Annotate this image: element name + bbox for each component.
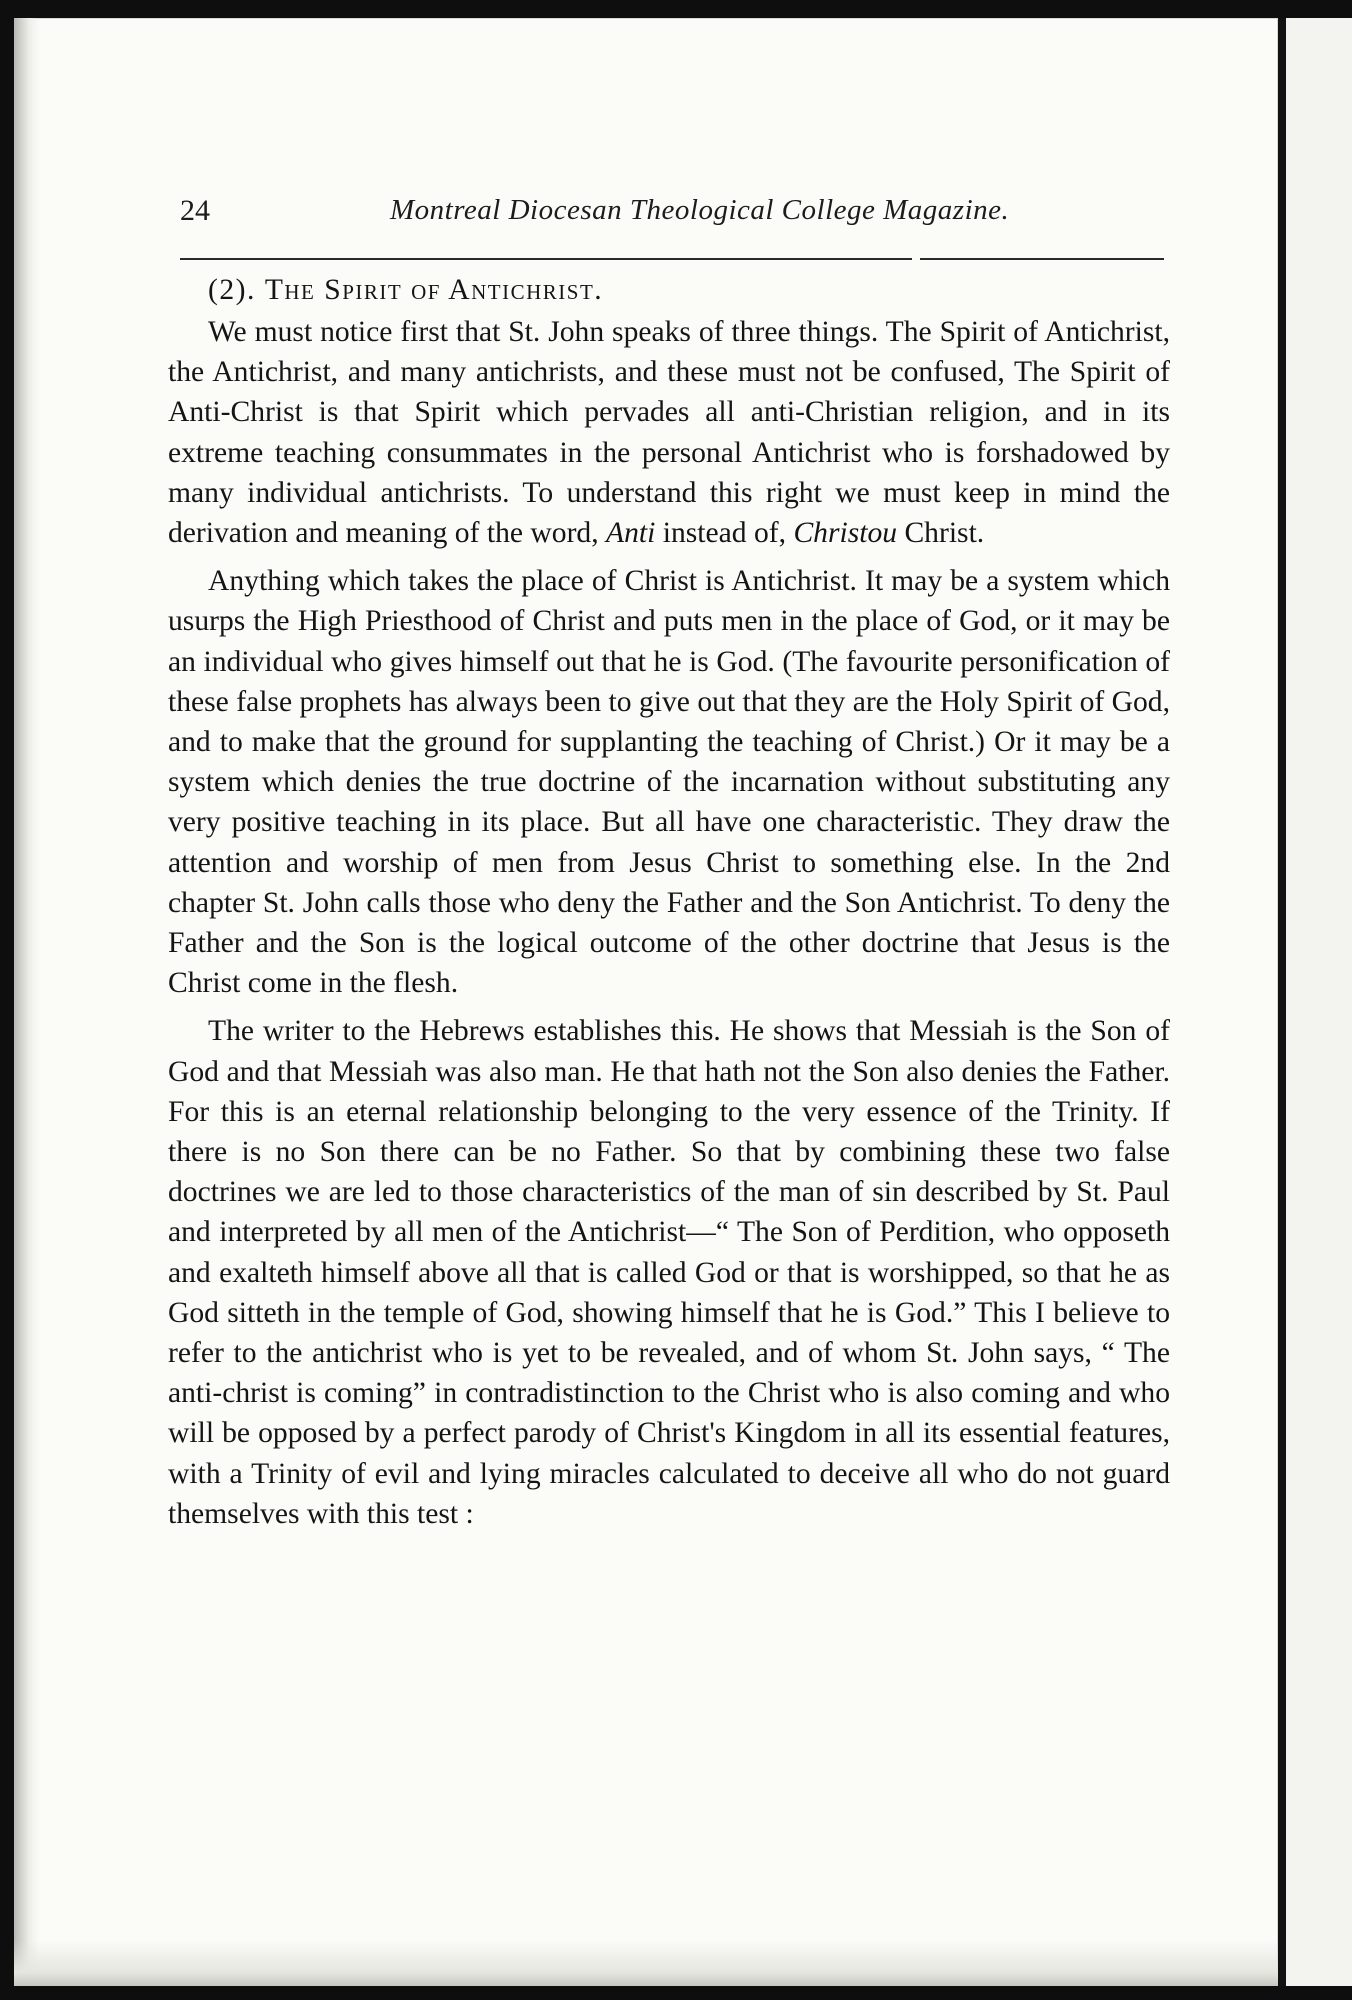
facing-page-edge: [1286, 18, 1352, 1986]
body-text: [168, 270, 1170, 1542]
paragraph-1-middle: instead of,: [655, 517, 794, 550]
paragraph-1-before: We must notice first that St. John speaks of three things. The Spirit of Antichrist, the Antichrist, and many antichrists, and these must not be confused, The Spirit of Anti-Christ is that Spirit which pervades all anti-Christian religion, and in its extreme teaching consummates in the personal Antichrist who is forshadowed by many individual antichrists. To understand this right we must keep in mind the derivation and meaning of the word,: [168, 316, 1170, 550]
header-rule-right: [920, 258, 1164, 260]
paragraph-1-after: Christ.: [897, 517, 985, 550]
paragraph-2: Anything which takes the place of Christ is Antichrist. It may be a system which usurps the High Priesthood of Christ and puts men in the place of God, or it may be an individual who gives himself out that he is God. (The favourite personification of these false prophets has always been to give out that they are the Holy Spirit of God, and to make that the ground for supplanting the teaching of Christ.) Or it may be a system which denies the true doctrine of the incarnation without substituting any very positive teaching in its place. But all have one characteristic. They draw the attention and worship of men from Jesus Christ to something else. In the 2nd chapter St. John calls those who deny the Father and the Son Antichrist. To deny the Father and the Son is the logical outcome of the other doctrine that Jesus is the Christ come in the flesh.: [168, 565, 1170, 1000]
page-number: 24: [180, 194, 210, 227]
section-heading: [208, 270, 1170, 310]
paragraph-1-emphasis-anti: Anti: [606, 517, 656, 550]
page-header: [180, 190, 1160, 240]
page-bottom-edge-shading: [14, 1940, 1278, 1986]
page-left-edge-shading: [14, 18, 40, 1986]
running-head: Montreal Diocesan Theological College Magazine.: [390, 194, 1010, 226]
section-number: (2).: [208, 274, 256, 306]
gutter-shadow: [1278, 18, 1286, 1986]
section-title: The Spirit of Antichrist.: [264, 274, 604, 306]
paragraph-1-emphasis-christou: Christou: [793, 517, 898, 550]
paragraph-3: The writer to the Hebrews establishes this. He shows that Messiah is the Son of God and that Messiah was also man. He that hath not the Son also denies the Father. For this is an eternal relationship belonging to the very essence of the Trinity. If there is no Son there can be no Father. So that by combining these two false doctrines we are led to those characteristics of the man of sin described by St. Paul and interpreted by all men of the Antichrist—“ The Son of Perdition, who opposeth and exalteth himself above all that is called God or that is worshipped, so that he as God sitteth in the temple of God, showing himself that he is God.” This I believe to refer to the antichrist who is yet to be revealed, and of whom St. John says, “ The anti-christ is coming” in contradistinction to the Christ who is also coming and who will be opposed by a perfect parody of Christ's Kingdom in all its essential features, with a Trinity of evil and lying miracles calculated to deceive all who do not guard themselves with this test :: [168, 1015, 1170, 1530]
header-rule-left: [180, 258, 912, 260]
paragraph-1: [168, 312, 1170, 553]
